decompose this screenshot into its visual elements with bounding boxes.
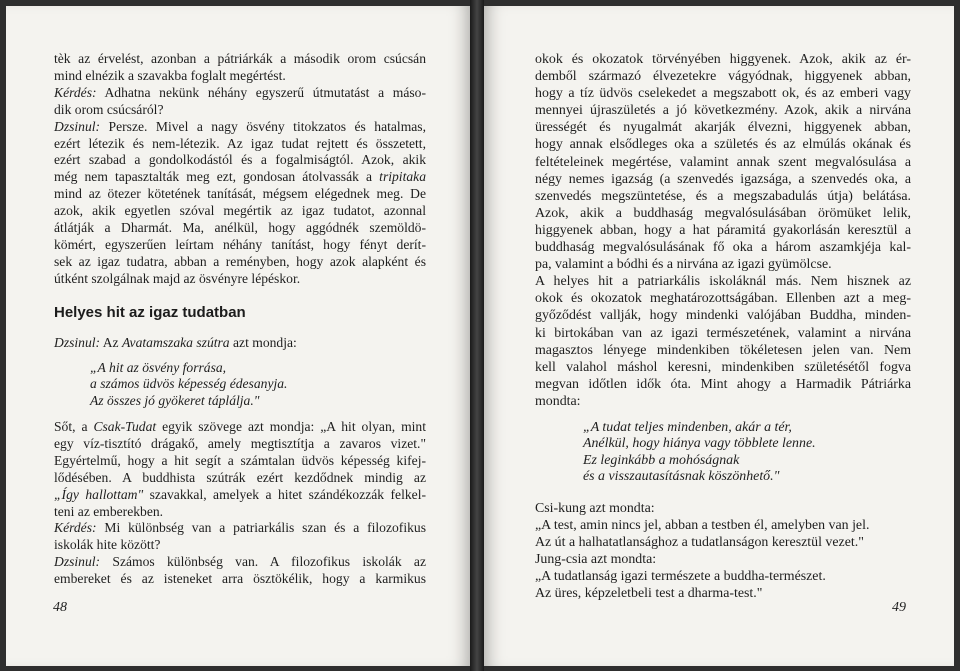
text-title: Csak-Tudat bbox=[93, 419, 157, 434]
page-number: 49 bbox=[892, 600, 906, 615]
question-1 bbox=[54, 85, 426, 102]
text-line: azok, akik egyetlen szóval megértik az igaz tudatot, azonnal bbox=[54, 203, 426, 219]
text-line: győződést vallják, hogy mindenki valójában Buddha, minden- bbox=[535, 308, 911, 324]
tripitaka-term: tripitaka bbox=[379, 169, 426, 185]
text-line: magasztos lényege mindenkiben tökéletesen jelen van. Nem bbox=[535, 342, 911, 358]
text-line: dik orom csúcsáról? bbox=[54, 101, 164, 117]
text-line: pa, valamint a bódhi és a nirvána az igazi gyümölcse. bbox=[535, 257, 832, 273]
text-line: hogy a tíz üdvös cselekedet a megszabott ok, és az emberi vagy bbox=[535, 86, 911, 102]
text-line: kell valahol máshol keresni, mindenkiben születésétől fogva bbox=[535, 359, 911, 375]
book-gutter bbox=[470, 0, 484, 671]
speaker-label: Kérdés: bbox=[54, 84, 97, 100]
text-line: útként szolgálnak majd az ösvényre lépéskor. bbox=[54, 270, 301, 286]
section-heading: Helyes hit az igaz tudatban bbox=[54, 303, 246, 321]
left-page bbox=[6, 6, 470, 666]
text-line: mind elnézik a szavakba foglalt megértést. bbox=[54, 67, 286, 83]
verse-line: és a visszautasításnak köszönhető." bbox=[583, 469, 780, 485]
right-page bbox=[484, 6, 954, 666]
verse-quote bbox=[90, 360, 426, 410]
text-line: iskolák hite között? bbox=[54, 537, 161, 553]
quote-line: Az út a halhatatlansághoz a tudatlanságon keresztül vezet." bbox=[535, 535, 864, 551]
page-number: 48 bbox=[53, 600, 67, 615]
text-line: átlátják a Dharmát. Ma, anélkül, hogy aggódnék szemöldö- bbox=[54, 220, 426, 236]
sutra-title: Avatamszaka szútra bbox=[121, 334, 230, 350]
text-line: lődésében. A buddhista szútrák ezért kezdődnek mindig az bbox=[54, 469, 426, 485]
left-page-text bbox=[54, 51, 426, 588]
text-line: higgyenek abban, hogy a hat páramitá gyakorlásán keresztül a bbox=[535, 222, 911, 238]
text-line: Egyértelmű, hogy a hit segít a számtalan üdvös képesség kifej- bbox=[54, 452, 426, 468]
speaker-label: Dzsinul: bbox=[54, 334, 101, 350]
question-2 bbox=[54, 520, 426, 537]
text-line: tèk az érvelést, azonban a pátriárkák a második orom csúcsán bbox=[54, 51, 426, 66]
speaker-label: Dzsinul: bbox=[54, 554, 101, 570]
text-line: mennyei újraszületés a jó következmény. Azok, akik a nirvána bbox=[535, 103, 911, 119]
text-line: ürességét és nyugalmát akarják élvezni, higgyenek abban, bbox=[535, 120, 911, 136]
text-line: okok és okozatok törvényében higgyenek. Azok, akik az ér- bbox=[535, 52, 911, 67]
speaker-label: Dzsinul: bbox=[54, 118, 101, 134]
verse-quote bbox=[583, 420, 911, 486]
speaker-line: Jung-csia azt mondta: bbox=[535, 552, 657, 568]
verse-line: Az összes jó gyökeret táplálja." bbox=[90, 392, 260, 408]
text-line: embereket és az isteneket arra ösztökélik, hogy a karmikus bbox=[54, 571, 426, 587]
text-line: ezért létezik és nem-létezik. Az igaz tudat rejtett és összetett, bbox=[54, 135, 426, 151]
text-line: négy nemes igazság (a szenvedés igazsága, a szenvedés oka, a bbox=[535, 171, 911, 187]
text-line: teni az emberekben. bbox=[54, 503, 164, 519]
text-line: ezért szabad a gondolkodástól és a fogalmiságtól. Azok, akik bbox=[54, 152, 426, 168]
text-line: megvan időtlen idők óta. Mint ahogy a Harmadik Pátriárka bbox=[535, 376, 911, 392]
speaker-label: Kérdés: bbox=[54, 520, 97, 536]
text-line: okok és okozatok meghatározottságában. Ellenben azt a meg- bbox=[535, 291, 911, 307]
quote-phrase: „Így hallottam" bbox=[54, 486, 144, 502]
answer-1 bbox=[54, 119, 426, 136]
answer-text: Persze. Mivel a nagy ösvény titokzatos és hatalmas, bbox=[100, 118, 426, 134]
text-line: hogy annak elsődleges oka a születés és az elmúlás okának és bbox=[535, 137, 911, 153]
verse-line: „A tudat teljes mindenben, akár a tér, bbox=[583, 419, 792, 435]
text-line bbox=[54, 169, 426, 186]
quote-line: „A test, amin nincs jel, abban a testben él, amelyben van jel. bbox=[535, 518, 870, 534]
text-span: még nem tapasztalták meg ezt, gondosan átolvassák a bbox=[54, 169, 380, 185]
text-line: kömért, egyszerűen leírtam néhány tanítást, hogy fényt derít- bbox=[54, 236, 426, 252]
right-page-text bbox=[535, 51, 911, 603]
answer-2 bbox=[54, 554, 426, 571]
text-line: buddhaság megvalósulásának fő oka a három aszamkjéja kal- bbox=[535, 240, 911, 256]
text-line: ki birtokában van az igazi természetének, valamint a nirvána bbox=[535, 325, 911, 341]
text-line: Azok, akik a buddhaság megvalósulásában örömüket lelik, bbox=[535, 205, 911, 221]
text-line: feltételeinek megértése, valamint annak szent megvalósulása a bbox=[535, 154, 911, 170]
text-line: szenvedés megszüntetése, és a megszabadulás útja) belátása. bbox=[535, 188, 911, 204]
text-span: egyik szövege azt mondja: „A hit olyan, mint bbox=[156, 419, 426, 434]
text-span: Sőt, a bbox=[54, 419, 94, 434]
text-line: sek az igaz tudatra, abban a reményben, hogy azok alapként és bbox=[54, 253, 426, 269]
text-line bbox=[54, 419, 426, 436]
verse-line: „A hit az ösvény forrása, bbox=[90, 359, 227, 375]
text-line: egy víz-tisztító drágakő, amely megtisztítja a zavaros vizet." bbox=[54, 435, 426, 451]
text-span: azt mondja: bbox=[229, 334, 297, 350]
intro-line bbox=[54, 335, 426, 352]
text-line: demből származó élvezetekre vágyódnak, higgyenek abban, bbox=[535, 69, 911, 85]
question-text: Mi különbség van a patriarkális szan és a filozofikus bbox=[96, 520, 426, 536]
answer-text: Számos különbség van. A filozofikus iskolák az bbox=[100, 554, 426, 570]
text-line: mondta: bbox=[535, 393, 581, 409]
verse-line: a számos üdvös képesség édesanyja. bbox=[90, 376, 288, 391]
speaker-line: Csi-kung azt mondta: bbox=[535, 500, 655, 516]
verse-line: Anélkül, hogy hiánya vagy többlete lenne. bbox=[583, 436, 816, 452]
text-line: mind az ötezer kötetének tanítását, mégsem elégednek meg. De bbox=[54, 186, 426, 202]
text-span: Az bbox=[100, 334, 122, 350]
quote-line: Az üres, képzeletbeli test a dharma-test." bbox=[535, 586, 763, 602]
verse-line: Ez leginkább a mohóságnak bbox=[583, 452, 740, 468]
text-span: szavakkal, amelyek a hitet szándékozzák felkel- bbox=[143, 486, 426, 502]
text-line: A helyes hit a patriarkális iskoláknál más. Nem hisznek az bbox=[535, 274, 911, 290]
quote-line: „A tudatlanság igazi természete a buddha-természet. bbox=[535, 569, 826, 585]
question-text: Adhatna nekünk néhány egyszerű útmutatást a máso- bbox=[96, 84, 426, 100]
text-line bbox=[54, 487, 426, 504]
